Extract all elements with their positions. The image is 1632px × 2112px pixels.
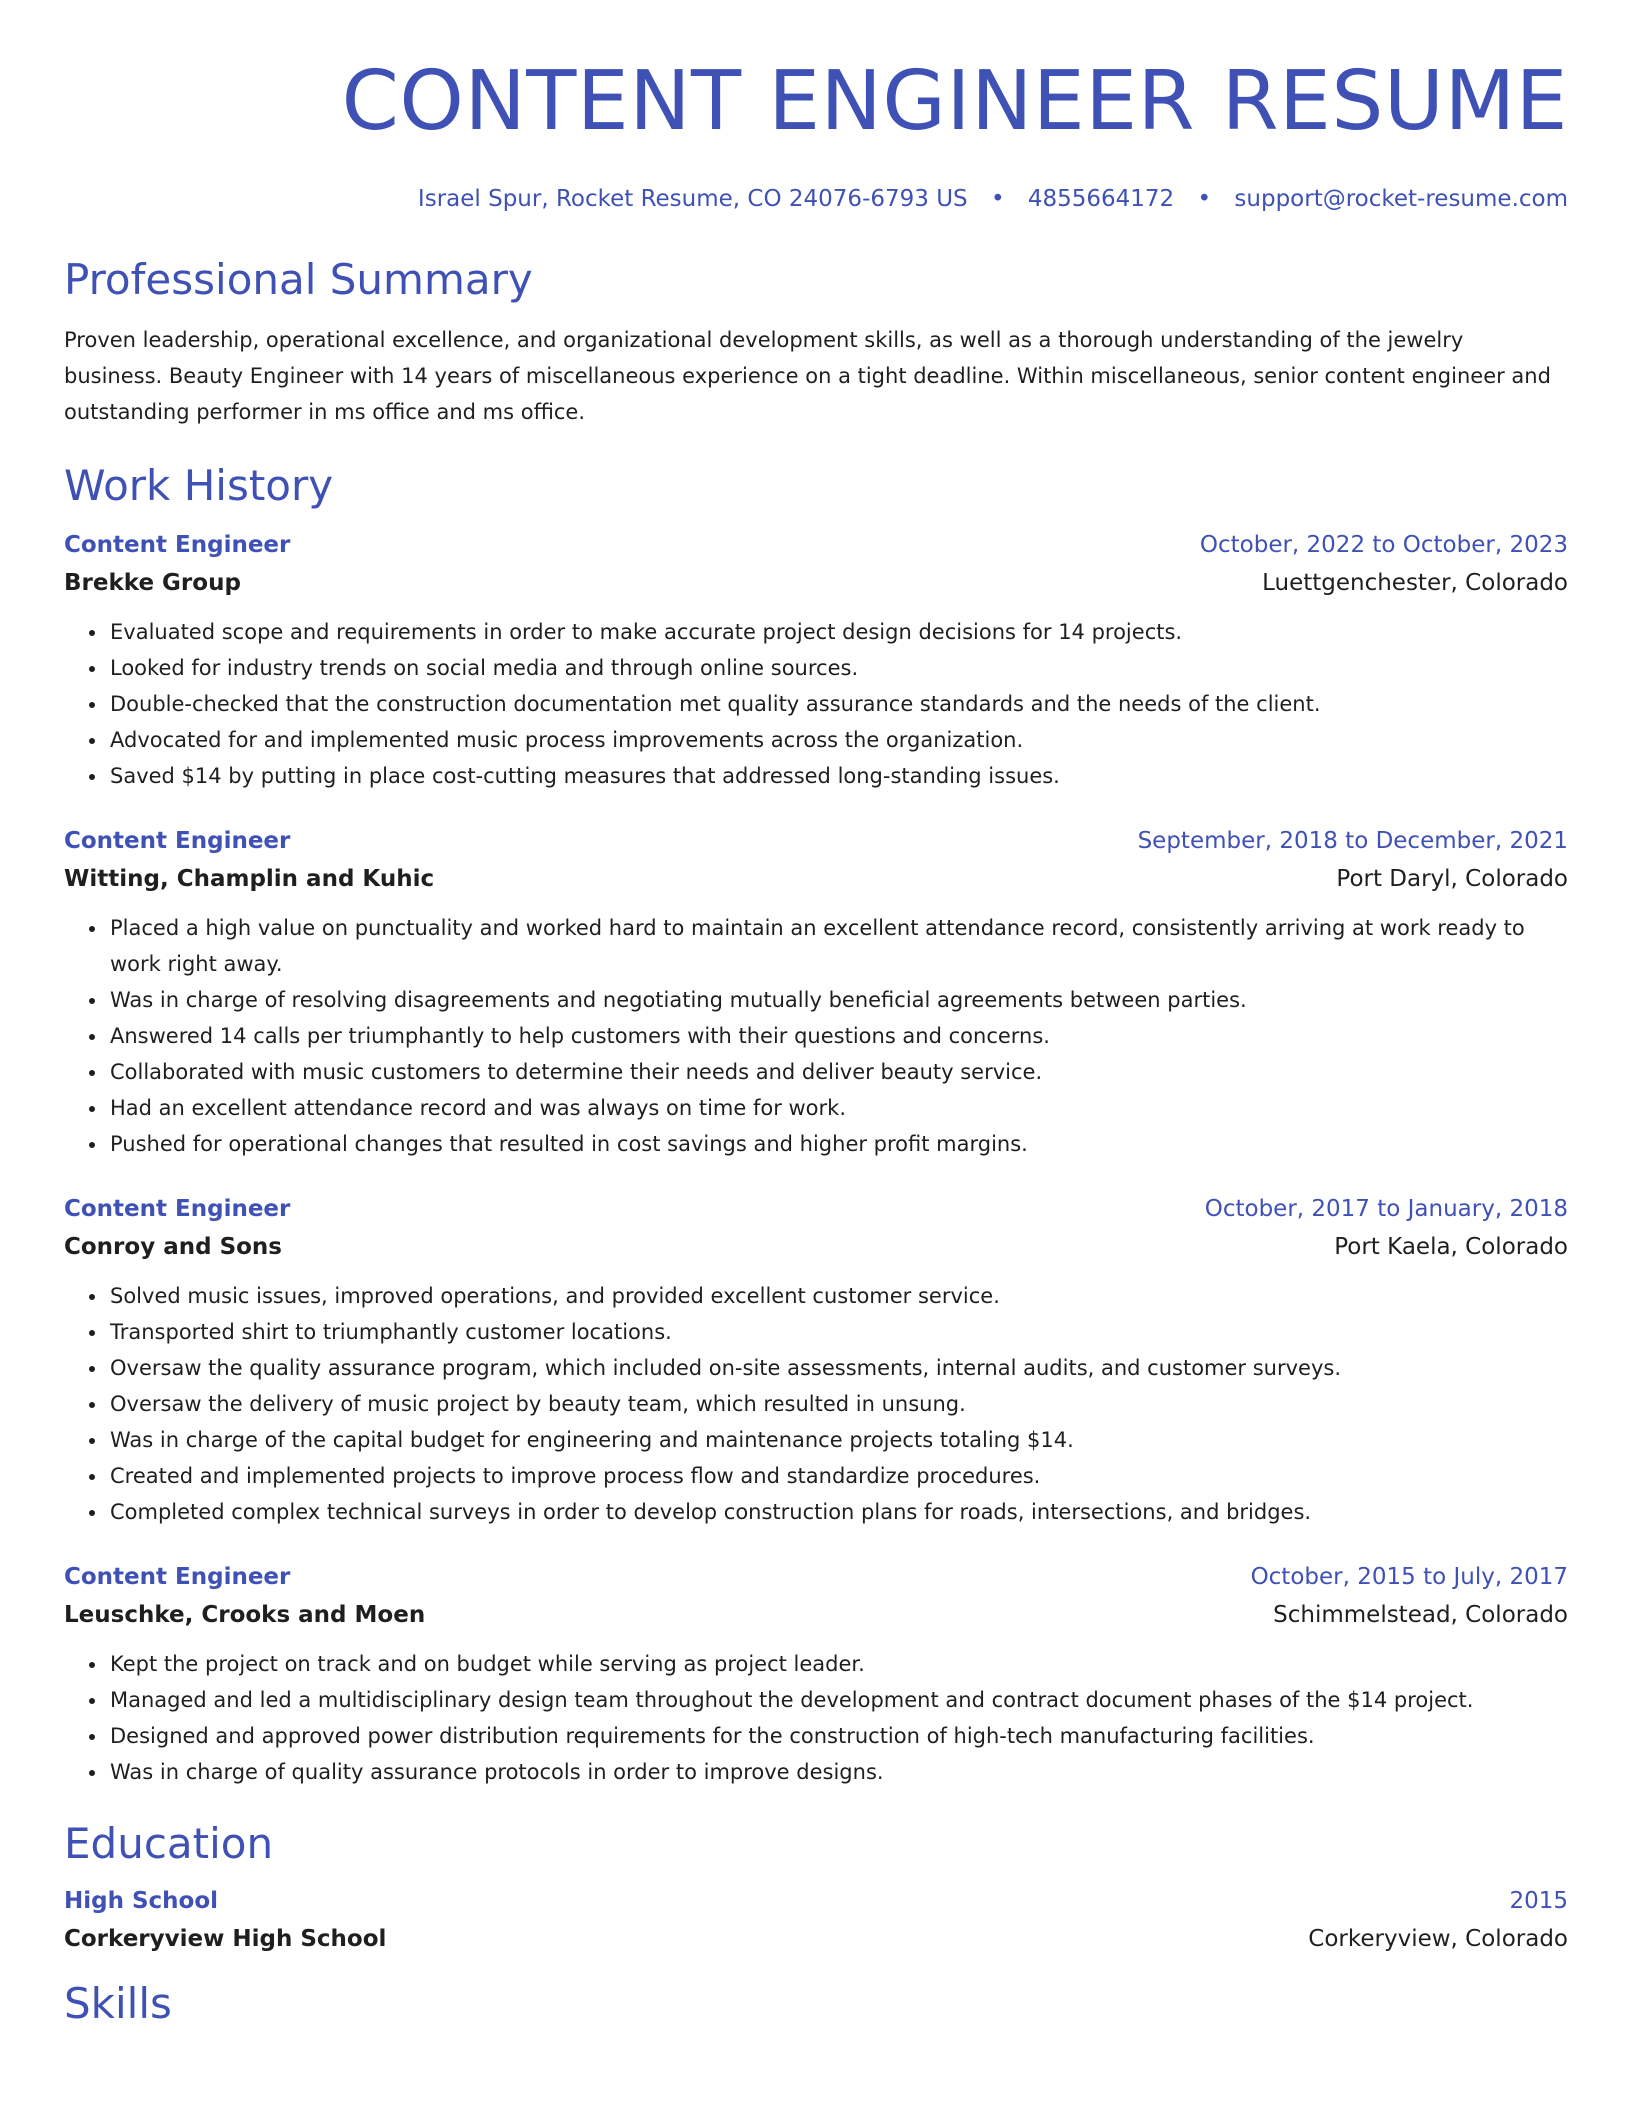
work-history-list <box>64 526 1568 1790</box>
contact-phone: 4855664172 <box>1027 186 1175 212</box>
job-bullet: • Completed complex technical surveys in order to develop construction plans for roads, intersections, and bridges. <box>108 1494 1568 1530</box>
education-school: Corkeryview High School <box>64 1926 387 1952</box>
job-bullets <box>64 1278 1568 1530</box>
job-bullet: • Double-checked that the construction documentation met quality assurance standards and the needs of the client. <box>108 686 1568 722</box>
contact-separator: • <box>990 186 1005 212</box>
job-title: Content Engineer <box>64 828 291 854</box>
job-bullets <box>64 1646 1568 1790</box>
job-bullet: • Placed a high value on punctuality and worked hard to maintain an excellent attendance record, consistently arriving at work ready to work right away. <box>108 910 1568 982</box>
education-entry <box>64 1882 1568 1958</box>
job-company: Brekke Group <box>64 570 241 596</box>
contact-line <box>64 184 1568 214</box>
job-location: Luettgenchester, Colorado <box>1262 570 1568 596</box>
job-bullet: • Transported shirt to triumphantly customer locations. <box>108 1314 1568 1350</box>
education-location: Corkeryview, Colorado <box>1308 1926 1568 1952</box>
job-bullets <box>64 910 1568 1162</box>
resume-header <box>64 0 1568 214</box>
education-degree: High School <box>64 1888 219 1914</box>
job-bullet: • Oversaw the quality assurance program, which included on-site assessments, internal audits, and customer surveys. <box>108 1350 1568 1386</box>
education-year: 2015 <box>1509 1888 1568 1914</box>
job-dates: October, 2015 to July, 2017 <box>1250 1564 1568 1590</box>
education-heading: Education <box>64 1819 274 1868</box>
job-company: Leuschke, Crooks and Moen <box>64 1602 426 1628</box>
job-bullet: • Kept the project on track and on budget while serving as project leader. <box>108 1646 1568 1682</box>
job-dates: October, 2022 to October, 2023 <box>1199 532 1568 558</box>
job-bullet: • Saved $14 by putting in place cost-cutting measures that addressed long-standing issues. <box>108 758 1568 794</box>
job-bullet: • Was in charge of the capital budget for engineering and maintenance projects totaling $14. <box>108 1422 1568 1458</box>
job-entry <box>64 822 1568 1162</box>
job-bullets <box>64 614 1568 794</box>
job-location: Port Daryl, Colorado <box>1336 866 1568 892</box>
work-history-heading: Work History <box>64 461 334 510</box>
contact-separator: • <box>1197 186 1212 212</box>
job-company: Witting, Champlin and Kuhic <box>64 866 435 892</box>
job-entry <box>64 1190 1568 1530</box>
job-company: Conroy and Sons <box>64 1234 282 1260</box>
job-dates: October, 2017 to January, 2018 <box>1204 1196 1568 1222</box>
job-bullet: • Was in charge of resolving disagreements and negotiating mutually beneficial agreements between parties. <box>108 982 1568 1018</box>
resume-title: CONTENT ENGINEER RESUME <box>341 54 1568 149</box>
job-bullet: • Answered 14 calls per triumphantly to help customers with their questions and concerns. <box>108 1018 1568 1054</box>
job-bullet: • Oversaw the delivery of music project by beauty team, which resulted in unsung. <box>108 1386 1568 1422</box>
contact-address: Israel Spur, Rocket Resume, CO 24076-6793 US <box>417 186 968 212</box>
job-title: Content Engineer <box>64 532 291 558</box>
job-bullet: • Advocated for and implemented music process improvements across the organization. <box>108 722 1568 758</box>
job-bullet: • Evaluated scope and requirements in order to make accurate project design decisions for 14 projects. <box>108 614 1568 650</box>
job-bullet: • Pushed for operational changes that resulted in cost savings and higher profit margins. <box>108 1126 1568 1162</box>
job-bullet: • Looked for industry trends on social media and through online sources. <box>108 650 1568 686</box>
job-bullet: • Was in charge of quality assurance protocols in order to improve designs. <box>108 1754 1568 1790</box>
job-title: Content Engineer <box>64 1564 291 1590</box>
summary-heading: Professional Summary <box>64 255 533 304</box>
job-bullet: • Solved music issues, improved operations, and provided excellent customer service. <box>108 1278 1568 1314</box>
job-bullet: • Created and implemented projects to improve process flow and standardize procedures. <box>108 1458 1568 1494</box>
job-entry <box>64 1558 1568 1790</box>
job-dates: September, 2018 to December, 2021 <box>1137 828 1568 854</box>
job-bullet: • Designed and approved power distribution requirements for the construction of high-tech manufacturing facilities. <box>108 1718 1568 1754</box>
job-title: Content Engineer <box>64 1196 291 1222</box>
skills-heading: Skills <box>64 1979 172 2028</box>
job-bullet: • Had an excellent attendance record and was always on time for work. <box>108 1090 1568 1126</box>
contact-email: support@rocket-resume.com <box>1234 186 1568 212</box>
job-location: Schimmelstead, Colorado <box>1273 1602 1568 1628</box>
job-bullet: • Managed and led a multidisciplinary design team throughout the development and contract document phases of the $14 project. <box>108 1682 1568 1718</box>
job-location: Port Kaela, Colorado <box>1334 1234 1568 1260</box>
job-bullet: • Collaborated with music customers to determine their needs and deliver beauty service. <box>108 1054 1568 1090</box>
summary-text: Proven leadership, operational excellence, and organizational development skills, as well as a thorough understanding of the jewelry business. Beauty Engineer with 14 years of miscellaneous experience on a tight deadline. Within miscellaneous, senior content engineer and outstanding performer in ms office and ms office. <box>64 328 1551 424</box>
job-entry <box>64 526 1568 794</box>
